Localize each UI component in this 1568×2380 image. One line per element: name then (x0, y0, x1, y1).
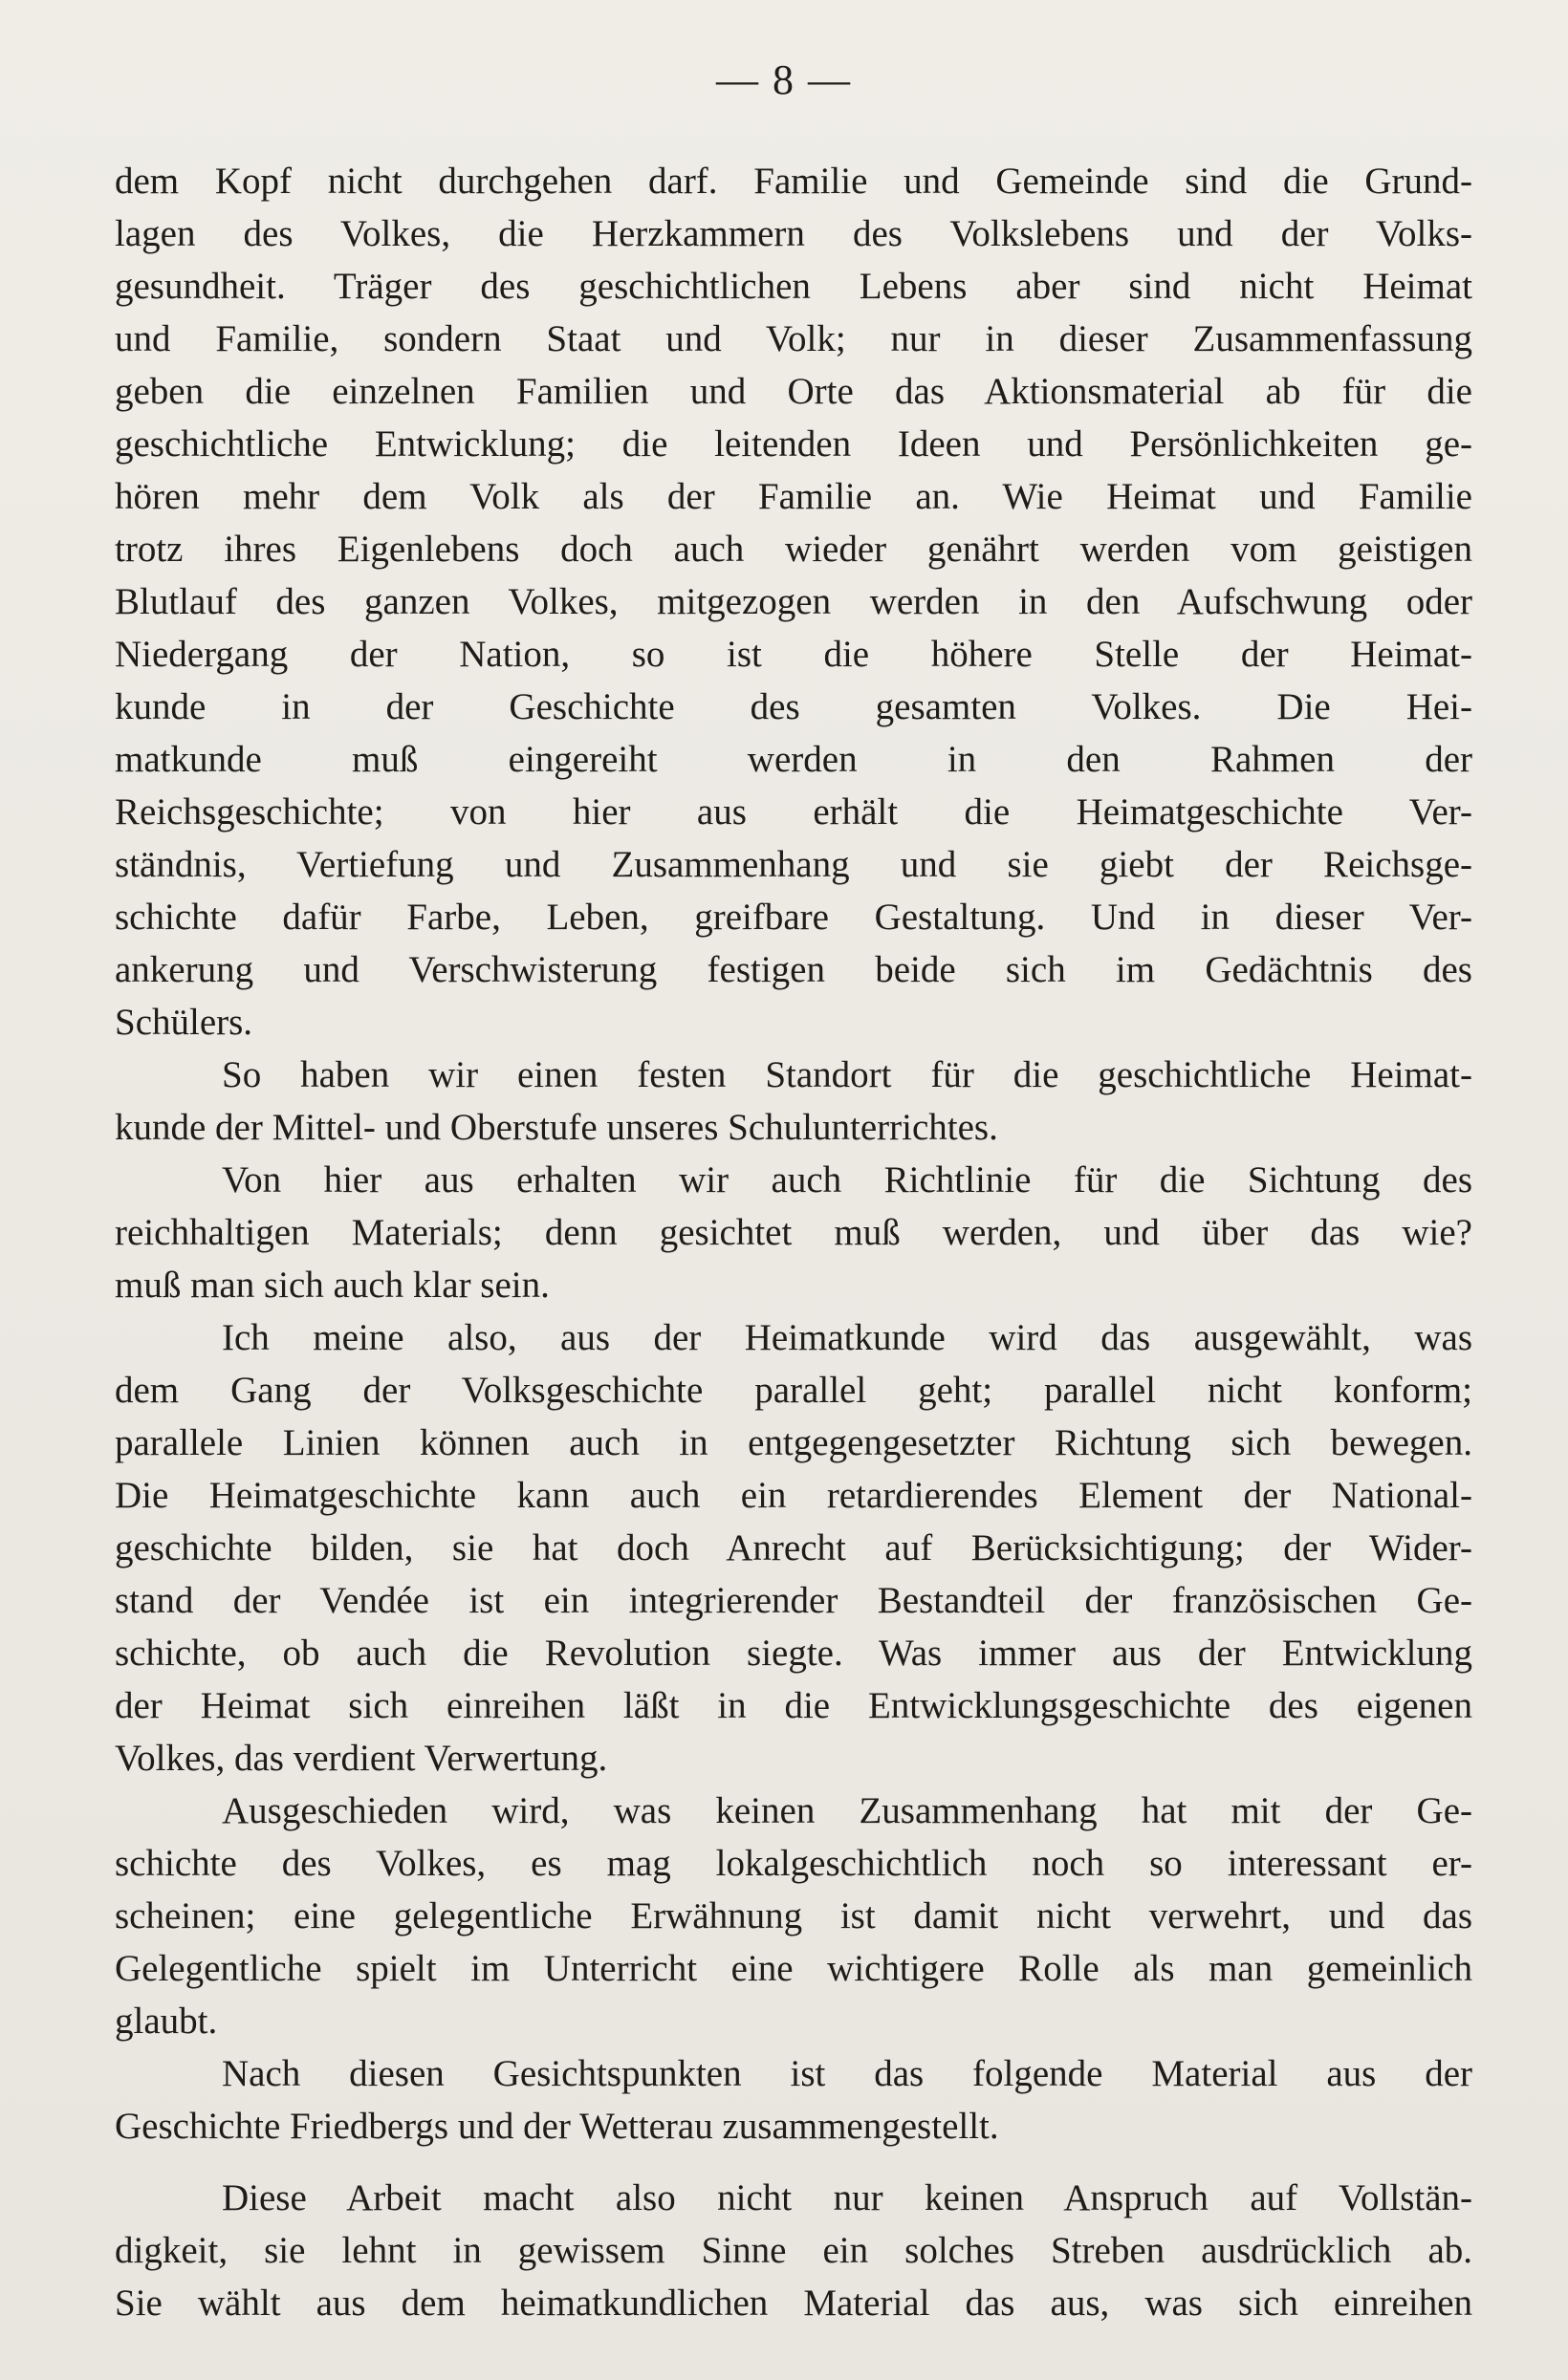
text-line: Gelegentliche spielt im Unterricht eine wichtigere Rolle als man gemeinlich (115, 1948, 1472, 1989)
text-line: dem Kopf nicht durchgehen darf. Familie und Gemeinde sind die Grund- (115, 161, 1472, 202)
text-line: dem Gang der Volksgeschichte parallel geht; parallel nicht konform; (115, 1370, 1472, 1411)
text-line: So haben wir einen festen Standort für die geschichtliche Heimat- (222, 1054, 1472, 1095)
text-line: Blutlauf des ganzen Volkes, mitgezogen werden in den Aufschwung oder (115, 581, 1472, 622)
body-text (115, 155, 1472, 2329)
text-line: Die Heimatgeschichte kann auch ein retardierendes Element der National- (115, 1475, 1472, 1516)
text-line: Volkes, das verdient Verwertung. (115, 1738, 608, 1779)
text-line: digkeit, sie lehnt in gewissem Sinne ein solches Streben ausdrücklich ab. (115, 2230, 1472, 2271)
page-number: — 8 — (716, 56, 852, 103)
text-line: Reichsgeschichte; von hier aus erhält die Heimatgeschichte Ver- (115, 791, 1472, 833)
text-line: Niedergang der Nation, so ist die höhere Stelle der Heimat- (115, 634, 1472, 675)
text-line: matkunde muß eingereiht werden in den Rahmen der (115, 739, 1472, 780)
text-line: Geschichte Friedbergs und der Wetterau zusammengestellt. (115, 2106, 999, 2147)
paragraph-gap (115, 2153, 1472, 2172)
text-line: glaubt. (115, 2001, 218, 2042)
text-line: parallele Linien können auch in entgegengesetzter Richtung sich bewegen. (115, 1422, 1472, 1463)
text-line: und Familie, sondern Staat und Volk; nur in dieser Zusammenfassung (115, 318, 1472, 359)
text-line: Nach diesen Gesichtspunkten ist das folgende Material aus der (222, 2053, 1472, 2094)
text-line: Diese Arbeit macht also nicht nur keinen Anspruch auf Vollstän- (222, 2177, 1472, 2218)
text-line: kunde in der Geschichte des gesamten Volkes. Die Hei- (115, 686, 1472, 727)
text-line: schichte dafür Farbe, Leben, greifbare Gestaltung. Und in dieser Ver- (115, 897, 1472, 938)
text-line: Ausgeschieden wird, was keinen Zusammenhang hat mit der Ge- (222, 1790, 1472, 1831)
text-line: geschichte bilden, sie hat doch Anrecht auf Berücksichtigung; der Wider- (115, 1527, 1472, 1569)
text-line: kunde der Mittel- und Oberstufe unseres Schulunterrichtes. (115, 1107, 998, 1148)
text-line: der Heimat sich einreihen läßt in die Entwicklungsgeschichte des eigenen (115, 1685, 1472, 1726)
text-line: schichte, ob auch die Revolution siegte. Was immer aus der Entwicklung (115, 1633, 1472, 1674)
text-line: ankerung und Verschwisterung festigen beide sich im Gedächtnis des (115, 949, 1472, 990)
text-line: trotz ihres Eigenlebens doch auch wieder genährt werden vom geistigen (115, 529, 1472, 570)
text-line: geschichtliche Entwicklung; die leitenden Ideen und Persönlichkeiten ge- (115, 423, 1472, 465)
text-line: ständnis, Vertiefung und Zusammenhang und sie giebt der Reichsge- (115, 844, 1472, 885)
text-line: Von hier aus erhalten wir auch Richtlinie für die Sichtung des (222, 1159, 1472, 1201)
text-line: schichte des Volkes, es mag lokalgeschichtlich noch so interessant er- (115, 1843, 1472, 1884)
text-line: Ich meine also, aus der Heimatkunde wird das ausgewählt, was (222, 1317, 1472, 1358)
text-line: gesundheit. Träger des geschichtlichen Lebens aber sind nicht Heimat (115, 266, 1472, 307)
text-line: Schülers. (115, 1002, 253, 1043)
text-line: Sie wählt aus dem heimatkundlichen Material das aus, was sich einreihen (115, 2283, 1472, 2324)
text-line: stand der Vendée ist ein integrierender Bestandteil der französischen Ge- (115, 1580, 1472, 1621)
text-line: reichhaltigen Materials; denn gesichtet muß werden, und über das wie? (115, 1212, 1472, 1253)
text-line: muß man sich auch klar sein. (115, 1265, 550, 1306)
text-line: hören mehr dem Volk als der Familie an. Wie Heimat und Familie (115, 476, 1472, 517)
text-line: lagen des Volkes, die Herzkammern des Volkslebens und der Volks- (115, 213, 1472, 254)
text-line: geben die einzelnen Familien und Orte das Aktionsmaterial ab für die (115, 371, 1472, 412)
text-line: scheinen; eine gelegentliche Erwähnung ist damit nicht verwehrt, und das (115, 1895, 1472, 1936)
